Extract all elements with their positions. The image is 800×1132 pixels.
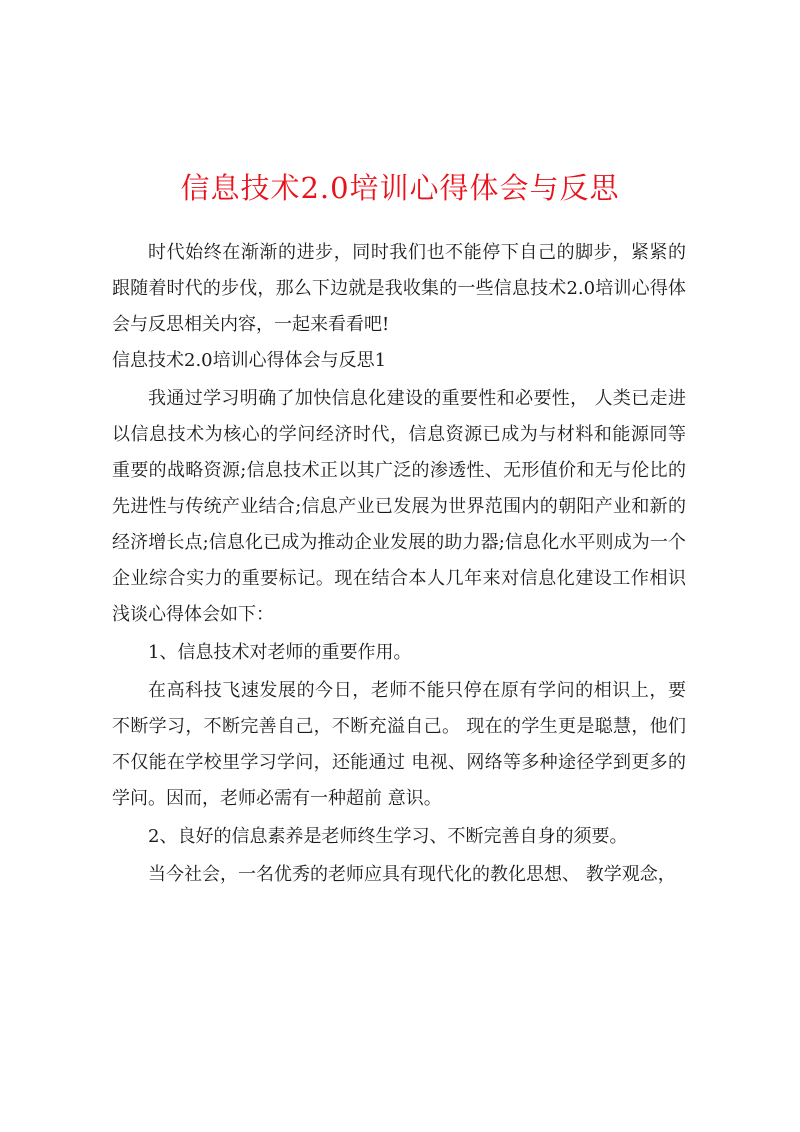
document-body bbox=[112, 235, 686, 893]
list-heading-2: 2、良好的信息素养是老师终生学习、不断完善自身的须要。 bbox=[148, 826, 628, 847]
intro-paragraph: 时代始终在渐渐的进步，同时我们也不能停下自己的脚步，紧紧的跟随着时代的步伐，那么下边就是我收集的一些信息技术2.0培训心得体会与反思相关内容，一起来看看吧! bbox=[112, 242, 686, 335]
list-heading-1: 1、信息技术对老师的重要作用。 bbox=[148, 642, 412, 663]
body-paragraph: 我通过学习明确了加快信息化建设的重要性和必要性， 人类已走进以信息技术为核心的学问经济时代，信息资源已成为与材料和能源同等重要的战略资源;信息技术正以其广泛的渗透性、无形值价和无与伦比的先进性与传统产业结合;信息产业已发展为世界范围内的朝阳产业和新的经济增长点;信息化已成为推动企业发展的助力器;信息化水平则成为一个企业综合实力的重要标记。现在结合本人几年来对信息化建设工作相识浅谈心得体会如下： bbox=[112, 388, 686, 625]
body-paragraph: 当今社会，一名优秀的老师应具有现代化的教化思想、 教学观念， bbox=[148, 864, 676, 885]
body-paragraph: 在高科技飞速发展的今日，老师不能只停在原有学问的相识上，要不断学习，不断完善自己，不断充溢自己。 现在的学生更是聪慧，他们不仅能在学校里学习学问，还能通过 电视、网络等多种途径学到更多的学问。因而，老师必需有一种超前 意识。 bbox=[112, 680, 686, 809]
section-heading: 信息技术2.0培训心得体会与反思1 bbox=[112, 350, 387, 371]
document-title: 信息技术2.0培训心得体会与反思 bbox=[180, 171, 620, 205]
